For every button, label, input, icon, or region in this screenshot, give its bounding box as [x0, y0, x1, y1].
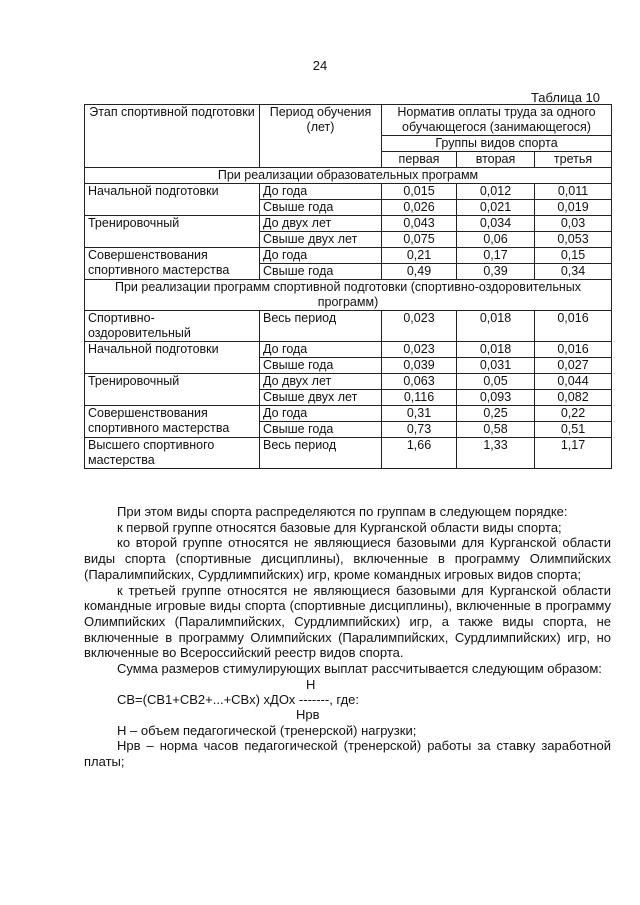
norm-table — [84, 104, 612, 469]
body-text — [84, 504, 611, 770]
table-row — [85, 311, 612, 342]
value-cell: 0,039 — [382, 358, 457, 374]
value-cell: 0,25 — [457, 406, 535, 422]
value-cell: 1,33 — [457, 438, 535, 469]
table-header-row — [85, 105, 612, 136]
value-cell: 0,116 — [382, 390, 457, 406]
table-row — [85, 216, 612, 232]
value-cell: 0,012 — [457, 184, 535, 200]
period-cell: До двух лет — [260, 374, 382, 390]
formula-denominator: Нрв — [296, 706, 320, 722]
period-cell: Свыше года — [260, 422, 382, 438]
header-group-3: третья — [535, 152, 612, 168]
value-cell: 0,043 — [382, 216, 457, 232]
formula-main: СВ=(СВ1+СВ2+...+СВх) хДОх -------, где: — [117, 691, 360, 707]
paragraph: Н – объем педагогической (тренерской) нагрузки; — [117, 722, 417, 738]
period-cell: Свыше года — [260, 358, 382, 374]
value-cell: 1,17 — [535, 438, 612, 469]
period-cell: До двух лет — [260, 216, 382, 232]
formula — [84, 677, 611, 723]
header-groups: Группы видов спорта — [382, 136, 612, 152]
period-cell: Свыше двух лет — [260, 390, 382, 406]
value-cell: 0,011 — [535, 184, 612, 200]
value-cell: 0,018 — [457, 342, 535, 358]
value-cell: 0,016 — [535, 311, 612, 342]
value-cell: 0,31 — [382, 406, 457, 422]
period-cell: До года — [260, 406, 382, 422]
section-row — [85, 280, 612, 311]
value-cell: 0,018 — [457, 311, 535, 342]
value-cell: 0,027 — [535, 358, 612, 374]
section-title: При реализации образовательных программ — [85, 168, 612, 184]
value-cell: 0,05 — [457, 374, 535, 390]
value-cell: 0,093 — [457, 390, 535, 406]
value-cell: 0,51 — [535, 422, 612, 438]
value-cell: 0,15 — [535, 248, 612, 264]
header-period: Период обучения (лет) — [260, 105, 382, 168]
value-cell: 0,016 — [535, 342, 612, 358]
table-row — [85, 248, 612, 264]
value-cell: 0,22 — [535, 406, 612, 422]
value-cell: 0,21 — [382, 248, 457, 264]
value-cell: 0,021 — [457, 200, 535, 216]
value-cell: 0,031 — [457, 358, 535, 374]
paragraph: Сумма размеров стимулирующих выплат рассчитывается следующим образом: — [117, 661, 602, 677]
section-row — [85, 168, 612, 184]
value-cell: 0,082 — [535, 390, 612, 406]
value-cell: 0,73 — [382, 422, 457, 438]
header-group-2: вторая — [457, 152, 535, 168]
period-cell: Свыше года — [260, 264, 382, 280]
formula-numerator: Н — [306, 676, 316, 692]
header-stage: Этап спортивной подготовки — [85, 105, 260, 168]
paragraph: При этом виды спорта распределяются по группам в следующем порядке: — [117, 504, 568, 519]
value-cell: 0,015 — [382, 184, 457, 200]
period-cell: До года — [260, 342, 382, 358]
table-row — [85, 184, 612, 200]
value-cell: 0,063 — [382, 374, 457, 390]
value-cell: 0,023 — [382, 342, 457, 358]
table-row — [85, 342, 612, 358]
stage-cell: Совершенствования спортивного мастерства — [85, 248, 260, 280]
table-row — [85, 406, 612, 422]
page-number: 24 — [312, 58, 328, 73]
value-cell: 0,044 — [535, 374, 612, 390]
paragraph: к третьей группе относятся не являющиеся базовыми для Курганской области командные игровые виды спорта (спортивные дисциплины), включенные в программу Олимпийских (Паралимпийских, Сурдлимпийских) игр, а также виды спорта, не включенные в программу Олимпийских (Паралимпийских, Сурдлимпийских) игр, но включенные во Всероссийский реестр видов спорта. — [84, 582, 611, 661]
value-cell: 0,075 — [382, 232, 457, 248]
period-cell: Свыше двух лет — [260, 232, 382, 248]
value-cell: 0,019 — [535, 200, 612, 216]
table-row — [85, 438, 612, 469]
paragraph: ко второй группе относятся не являющиеся базовыми для Курганской области виды спорта (спортивные дисциплины), включенные в программу Олимпийских (Паралимпийских, Сурдлимпийских) игр, кроме командных игровых видов спорта; — [84, 535, 611, 582]
period-cell: Весь период — [260, 311, 382, 342]
value-cell: 0,034 — [457, 216, 535, 232]
section-title: При реализации программ спортивной подготовки (спортивно-оздоровительных программ) — [85, 280, 612, 311]
value-cell: 0,17 — [457, 248, 535, 264]
table-row — [85, 374, 612, 390]
header-norm: Норматив оплаты труда за одного обучающегося (занимающегося) — [382, 105, 612, 136]
value-cell: 1,66 — [382, 438, 457, 469]
value-cell: 0,06 — [457, 232, 535, 248]
stage-cell: Высшего спортивного мастерства — [85, 438, 260, 469]
period-cell: Весь период — [260, 438, 382, 469]
value-cell: 0,34 — [535, 264, 612, 280]
value-cell: 0,39 — [457, 264, 535, 280]
paragraph: Нрв – норма часов педагогической (тренерской) работы за ставку заработной платы; — [84, 738, 611, 770]
stage-cell: Начальной подготовки — [85, 342, 260, 374]
stage-cell: Тренировочный — [85, 374, 260, 406]
stage-cell: Совершенствования спортивного мастерства — [85, 406, 260, 438]
stage-cell: Спортивно-оздоровительный — [85, 311, 260, 342]
period-cell: Свыше года — [260, 200, 382, 216]
stage-cell: Начальной подготовки — [85, 184, 260, 216]
period-cell: До года — [260, 248, 382, 264]
value-cell: 0,49 — [382, 264, 457, 280]
period-cell: До года — [260, 184, 382, 200]
value-cell: 0,026 — [382, 200, 457, 216]
value-cell: 0,023 — [382, 311, 457, 342]
value-cell: 0,58 — [457, 422, 535, 438]
value-cell: 0,03 — [535, 216, 612, 232]
table-label: Таблица 10 — [530, 90, 600, 105]
stage-cell: Тренировочный — [85, 216, 260, 248]
value-cell: 0,053 — [535, 232, 612, 248]
header-group-1: первая — [382, 152, 457, 168]
paragraph: к первой группе относятся базовые для Курганской области виды спорта; — [117, 519, 562, 535]
